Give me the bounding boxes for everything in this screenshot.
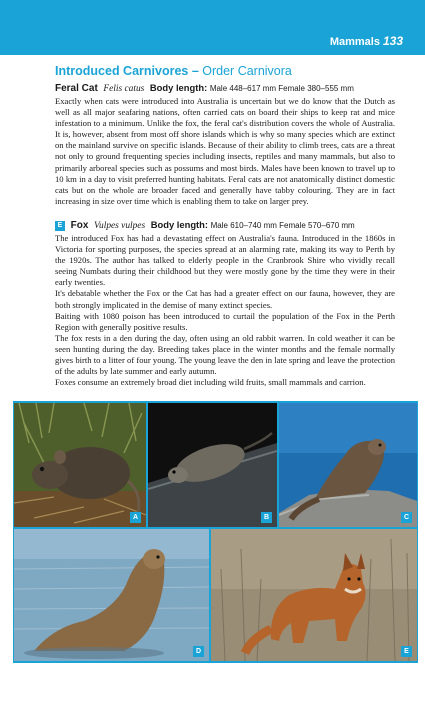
fox-heading <box>55 219 395 232</box>
paragraph: The fox rests in a den during the day, often using an old rabbit warren. In cold weather it can be seen hunting during the day. Breeding takes place in the winter months and the female normally gives birth to a litter of four young. The young leave the den in late spring and leave the protection of the adults by late summer and early autumn. <box>55 332 395 377</box>
sea-lion-photo <box>14 529 209 661</box>
photo-label: D <box>193 646 204 657</box>
section-name: Mammals <box>329 36 380 48</box>
measurements: Male 448–617 mm Female 380–555 mm <box>209 84 354 93</box>
page-number: 133 <box>382 34 403 48</box>
running-head <box>330 34 403 48</box>
photo-label: C <box>401 512 412 523</box>
species-name: Feral Cat <box>55 83 98 94</box>
fox-photo <box>211 529 417 661</box>
paragraph: Foxes consume an extremely broad diet including wild fruits, small mammals and carrion. <box>55 377 366 388</box>
photo-label: A <box>130 512 141 523</box>
body-length-label: Body length: <box>149 82 208 93</box>
feral-cat-entry <box>55 82 395 207</box>
rat-photo <box>14 403 146 527</box>
fox-entry <box>55 219 395 388</box>
paragraph: The introduced Fox has had a devastating effect on Australia's fauna. Introduced in the 1860s in Victoria for sporting purposes, the species spread at an alarming rate, making its way to Perth by the 1920s. The author has talked to elderly people in the Cranbrook Shire who vividly recall seeing Numbats during their childhood but they were mostly gone by the time they were in their early twenties. <box>55 233 395 288</box>
measurements: Male 610–740 mm Female 570–670 mm <box>210 221 355 230</box>
photo-ref-badge: E <box>55 221 65 231</box>
paragraph: Exactly when cats were introduced into Australia is uncertain but we do know that the Dutch as well as all major seafaring nations, often carried cats on board their ships to keep rat and mice infestation to a minimum. Unlike the fox, the feral cat's distribution covers the whole of Australia. It is, however, absent from most off shore islands which is why so many species which are extinct on the mainland survive on specific islands. Because of their ability to climb trees, cats are a threat not only to ground frequenting species including insects, reptiles and many mammals, but also to primarily arboreal species such as possums and most birds. Males have been known to travel up to 10 km in a day to visit preferred hunting habitats. Feral cats are not anatomically distinct domestic cats but on the whole are broader faced and generally have tabby colouring. They are in fact increasing in size over time which is enabling them to take on larger prey. <box>55 96 395 206</box>
fur-seal-photo <box>279 403 417 527</box>
paragraph: It's debatable whether the Fox or the Cat has had a greater effect on our fauna, however, they are both strongly implicated in the demise of many extinct species. <box>55 288 395 310</box>
section-title-main: Introduced Carnivores – <box>55 64 203 78</box>
photo-label: B <box>261 512 272 523</box>
species-name: Fox <box>70 220 89 231</box>
rodent-photo <box>148 403 277 527</box>
latin-name: Vulpes vulpes <box>94 221 146 231</box>
feral-cat-heading <box>55 82 395 95</box>
section-title <box>55 64 395 78</box>
body-length-label: Body length: <box>150 219 209 230</box>
paragraph: Baiting with 1080 poison has been introduced to curtail the population of the Fox in the Perth Region with generally positive results. <box>55 310 395 332</box>
section-title-sub: Order Carnivora <box>202 64 292 78</box>
latin-name: Felis catus <box>103 84 145 94</box>
photo-label: E <box>401 646 412 657</box>
photo-strip <box>13 401 418 663</box>
